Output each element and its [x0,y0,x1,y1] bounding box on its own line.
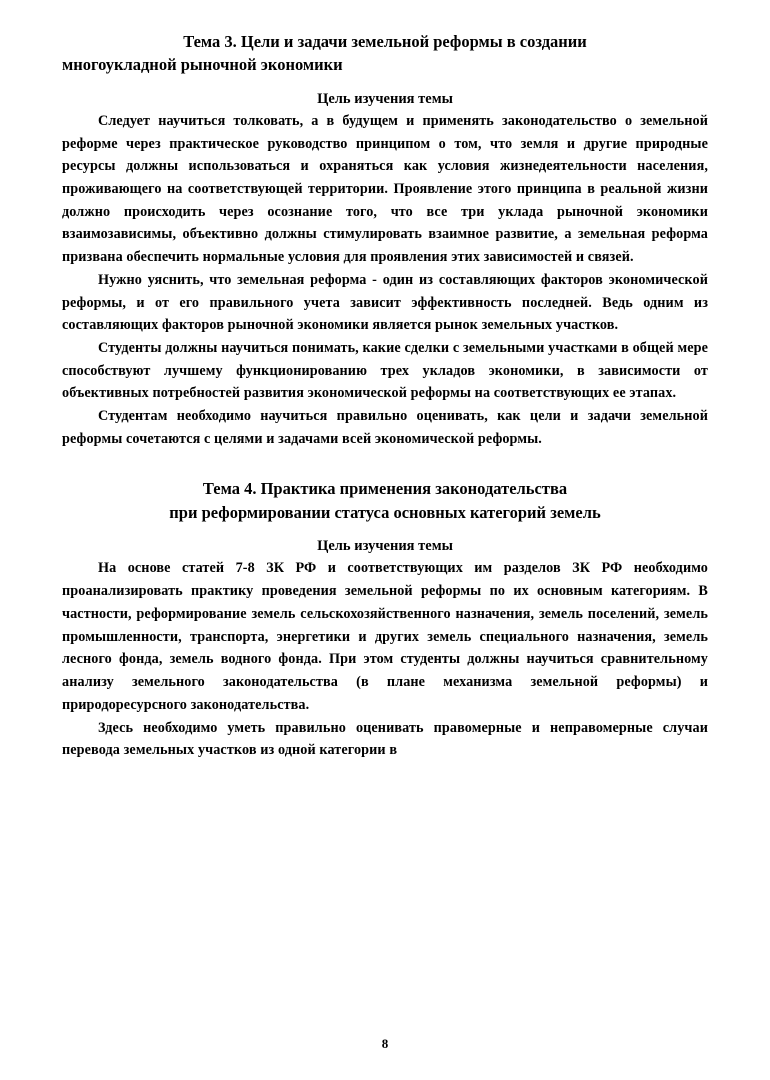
topic3-paragraph-4: Студентам необходимо научиться правильно оценивать, как цели и задачи земельной реформы сочетаются с целями и задачами всей экономической реформы. [62,408,708,447]
topic3-subheading: Цель изучения темы [317,90,453,107]
topic4-title-line1: Тема 4. Практика применения законодательства [202,478,568,498]
topic3-paragraph-2: Нужно уяснить, что земельная реформа - один из составляющих факторов экономической реформы, и от его правильного учета зависит эффективность последней. Ведь одним из составляющих факторов рыночной экономики является рынок земельных участков. [62,271,708,334]
topic4-title-line2: при реформировании статуса основных категорий земель [169,502,601,522]
topic4-paragraph-2: Здесь необходимо уметь правильно оценивать правомерные и неправомерные случаи перевода земельных участков из одной категории в [62,719,708,759]
topic3-paragraph-1: Следует научиться толковать, а в будущем и применять законодательство о земельной реформе через практическое руководство принципом о том, что земля и другие природные ресурсы должны использоваться и охраняться как условия жизнедеятельности населения, проживающего на соответствующей территории. Проявление этого принципа в реальной жизни должно происходить через осознание того, что все три уклада рыночной экономики взаимозависимы, объективно должны стимулировать взаимное развитие, а земельная реформа призвана обеспечить нормальные условия для проявления этих зависимостей и связей. [62,112,708,266]
section-spacer [62,451,708,477]
topic3-title-line2: многоукладной рыночной экономики [62,55,343,75]
topic4-subheading: Цель изучения темы [317,538,453,555]
topic3-title-line1: Тема 3. Цели и задачи земельной реформы в создании [183,32,587,51]
topic4-paragraph-1: На основе статей 7-8 ЗК РФ и соответствующих им разделов ЗК РФ необходимо проанализировать практику проведения земельной реформы по их основным категориям. В частности, реформирование земель сельскохозяйственного назначения, земель поселений, земель промышленности, транспорта, энергетики и других земель специального назначения, земель лесного фонда, земель водного фонда. При этом студенты должны научиться сравнительному анализу земельного законодательства (в плане механизма земельной реформы) и природоресурсного законодательства. [62,560,708,713]
topic3-paragraph-3: Студенты должны научиться понимать, какие сделки с земельными участками в общей мере способствуют лучшему функционированию трех укладов экономики, в зависимости от объективных потребностей развития экономической реформы на соответствующих ее этапах. [62,340,708,402]
topic3-title [62,30,708,77]
page-number: 8 [381,1036,389,1051]
topic4-title [62,477,708,525]
